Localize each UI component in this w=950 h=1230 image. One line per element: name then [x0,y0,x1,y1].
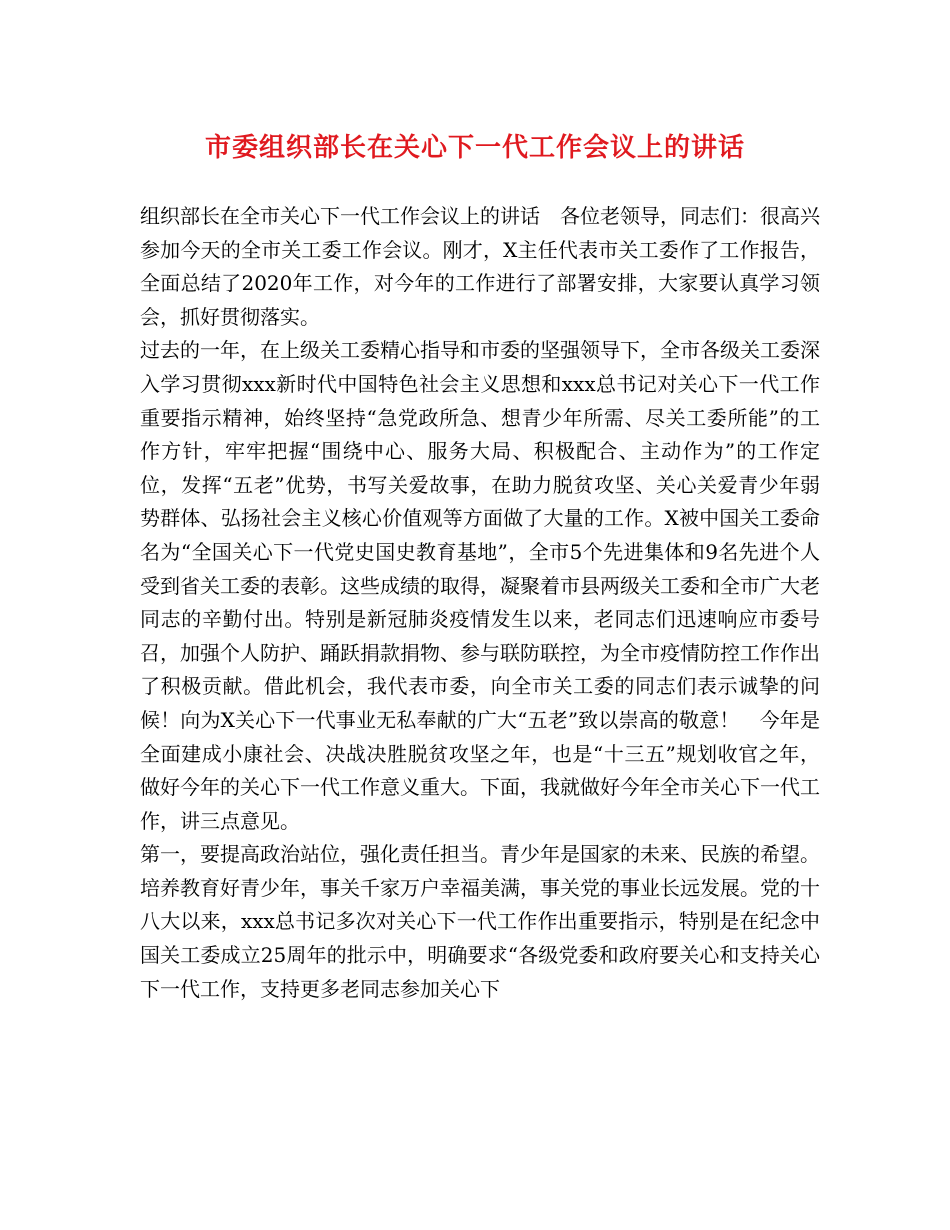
document-body [140,200,820,1006]
paragraph-review: 过去的一年，在上级关工委精心指导和市委的坚强领导下，全市各级关工委深入学习贯彻xxx新时代中国特色社会主义思想和xxx总书记对关心下一代工作重要指示精神，始终坚持“急党政所急、想青少年所需、尽关工委所能”的工作方针，牢牢把握“围绕中心、服务大局、积极配合、主动作为”的工作定位，发挥“五老”优势，书写关爱故事，在助力脱贫攻坚、关心关爱青少年弱势群体、弘扬社会主义核心价值观等方面做了大量的工作。X被中国关工委命名为“全国关心下一代党史国史教育基地”，全市5个先进集体和9名先进个人受到省关工委的表彰。这些成绩的取得，凝聚着市县两级关工委和全市广大老同志的辛勤付出。特别是新冠肺炎疫情发生以来，老同志们迅速响应市委号召，加强个人防护、踊跃捐款捐物、参与联防联控，为全市疫情防控工作作出了积极贡献。借此机会，我代表市委，向全市关工委的同志们表示诚挚的问候！向为X关心下一代事业无私奉献的广大“五老”致以崇高的敬意！ 今年是全面建成小康社会、决战决胜脱贫攻坚之年，也是“十三五”规划收官之年，做好今年的关心下一代工作意义重大。下面，我就做好今年全市关心下一代工作，讲三点意见。 [140,338,820,833]
paragraph-point-one: 第一，要提高政治站位，强化责任担当。青少年是国家的未来、民族的希望。培养教育好青少年，事关千家万户幸福美满，事关党的事业长远发展。党的十八大以来，xxx总书记多次对关心下一代工作作出重要指示，特别是在纪念中国关工委成立25周年的批示中，明确要求“各级党委和政府要关心和支持关心下一代工作，支持更多老同志参加关心下 [140,842,820,1001]
paragraph-opening: 组织部长在全市关心下一代工作会议上的讲话 各位老领导，同志们：很高兴参加今天的全市关工委工作会议。刚才，X主任代表市关工委作了工作报告，全面总结了2020年工作，对今年的工作进行了部署安排，大家要认真学习领会，抓好贯彻落实。 [140,204,820,329]
document-title: 市委组织部长在关心下一代工作会议上的讲话 [204,133,745,163]
